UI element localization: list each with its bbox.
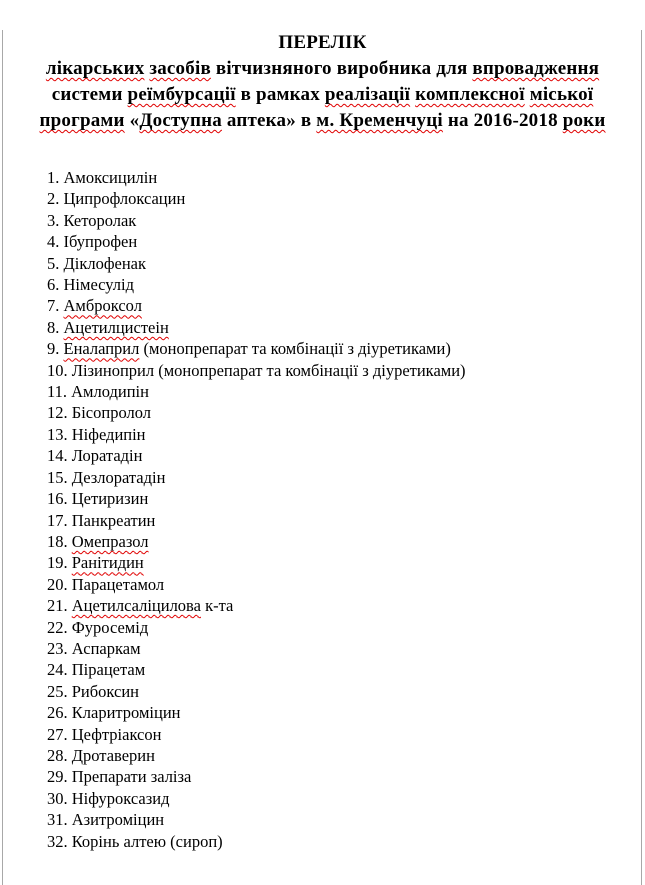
item-number: 17.: [47, 510, 72, 530]
item-number: 7.: [47, 296, 64, 316]
medication-name: Цефтріаксон: [71, 724, 162, 744]
list-item: [47, 402, 645, 423]
misspelled-word: Ацетилцистеін: [63, 317, 169, 337]
list-item: [47, 338, 645, 359]
medication-name: Корінь алтею (сироп): [71, 831, 223, 851]
item-number: 18.: [47, 531, 72, 551]
list-item: [47, 745, 645, 766]
item-number: 11.: [47, 382, 72, 402]
medication-name: Ципрофлоксацин: [63, 189, 186, 209]
item-number: 13.: [47, 424, 72, 444]
item-number: 32.: [47, 831, 72, 851]
title-text: «: [124, 110, 140, 131]
title-text: системи: [51, 84, 128, 105]
item-number: 27.: [47, 724, 72, 744]
list-item: [47, 659, 645, 680]
item-number: 12.: [47, 403, 72, 423]
medication-name: Пірацетам: [71, 660, 146, 680]
medication-name: Азитроміцин: [71, 810, 165, 830]
misspelled-word: Ацетилсаліцилова: [71, 596, 201, 616]
medication-name: Рибоксин: [71, 681, 139, 701]
medication-name: к-та: [200, 596, 234, 616]
list-item: [47, 360, 645, 381]
item-number: 14.: [47, 446, 72, 466]
title-text: в рамках: [235, 84, 325, 105]
list-item: [47, 809, 645, 830]
medication-name: Кеторолак: [63, 210, 137, 230]
title-text: на 2016-2018: [442, 110, 563, 131]
list-item: [47, 510, 645, 531]
list-item: [47, 638, 645, 659]
misspelled-word: міської: [529, 84, 594, 105]
list-item: [47, 681, 645, 702]
list-item: [47, 424, 645, 445]
page-edge-right: [641, 30, 642, 885]
medication-name: Амлодипін: [71, 382, 149, 402]
title-text: вітчизняного виробника для: [210, 58, 473, 79]
item-number: 20.: [47, 574, 72, 594]
document-page: [0, 30, 645, 885]
medication-name: Бісопролол: [71, 403, 151, 423]
list-item: [47, 467, 645, 488]
list-item: [47, 702, 645, 723]
item-number: 16.: [47, 489, 72, 509]
medication-name: Німесулід: [63, 275, 135, 295]
item-number: 9.: [47, 339, 64, 359]
list-item: [47, 574, 645, 595]
item-number: 31.: [47, 810, 72, 830]
misspelled-word: роки: [562, 110, 606, 131]
misspelled-word: лікарських: [45, 58, 145, 79]
title-line: [0, 56, 645, 82]
item-number: 4.: [47, 232, 64, 252]
item-number: 22.: [47, 617, 72, 637]
misspelled-word: програми: [39, 110, 125, 131]
page-edge-left: [2, 30, 3, 885]
item-number: 26.: [47, 703, 72, 723]
title-text: аптека» в: [221, 110, 317, 131]
item-number: 21.: [47, 596, 72, 616]
item-number: 5.: [47, 253, 64, 273]
medication-name: (монопрепарат та комбінації з діуретиками): [139, 339, 451, 359]
misspelled-word: Омепразол: [71, 531, 149, 551]
list-item: [47, 167, 645, 188]
list-item: [47, 488, 645, 509]
item-number: 2.: [47, 189, 64, 209]
title-text: ПЕРЕЛІК: [278, 32, 367, 53]
medication-name: Парацетамол: [71, 574, 165, 594]
list-item: [47, 766, 645, 787]
misspelled-word: Еналаприл: [63, 339, 140, 359]
list-item: [47, 210, 645, 231]
misspelled-word: Доступна: [139, 110, 222, 131]
list-item: [47, 381, 645, 402]
item-number: 30.: [47, 788, 72, 808]
item-number: 10.: [47, 360, 72, 380]
medication-name: Дротаверин: [71, 745, 155, 765]
list-item: [47, 188, 645, 209]
medication-name: Ніфуроксазид: [71, 788, 170, 808]
misspelled-word: Ранітидин: [71, 553, 144, 573]
medication-name: Фуросемід: [71, 617, 149, 637]
misspelled-word: реїмбурсації: [127, 84, 236, 105]
item-number: 1.: [47, 168, 64, 187]
list-item: [47, 552, 645, 573]
item-number: 23.: [47, 638, 72, 658]
item-number: 24.: [47, 660, 72, 680]
misspelled-word: м. Кременчуці: [316, 110, 443, 131]
medication-name: Діклофенак: [63, 253, 147, 273]
medication-name: Ібупрофен: [63, 232, 138, 252]
item-number: 28.: [47, 745, 72, 765]
title-line: [0, 82, 645, 108]
item-number: 29.: [47, 767, 72, 787]
medication-name: Лізиноприл (монопрепарат та комбінації з діуретиками): [71, 360, 466, 380]
medication-name: Аспаркам: [71, 638, 141, 658]
misspelled-word: Амброксол: [63, 296, 142, 316]
medication-name: Панкреатин: [71, 510, 156, 530]
medication-name: Кларитроміцин: [71, 703, 181, 723]
misspelled-word: комплексної: [415, 84, 525, 105]
list-item: [47, 274, 645, 295]
misspelled-word: засобів: [149, 58, 211, 79]
title-line: [0, 108, 645, 134]
item-number: 3.: [47, 210, 64, 230]
medication-list: [0, 167, 645, 852]
list-item: [47, 253, 645, 274]
list-item: [47, 317, 645, 338]
misspelled-word: впровадження: [472, 58, 600, 79]
title-line: [0, 30, 645, 56]
document-title: [0, 30, 645, 134]
list-item: [47, 617, 645, 638]
list-item: [47, 231, 645, 252]
medication-name: Препарати заліза: [71, 767, 192, 787]
list-item: [47, 531, 645, 552]
item-number: 25.: [47, 681, 72, 701]
item-number: 15.: [47, 467, 72, 487]
medication-name: Амоксицилін: [63, 168, 158, 187]
list-item: [47, 445, 645, 466]
medication-name: Дезлоратадін: [71, 467, 166, 487]
misspelled-word: реалізації: [324, 84, 411, 105]
item-number: 8.: [47, 317, 64, 337]
medication-name: Ніфедипін: [71, 424, 146, 444]
medication-name: Лоратадін: [71, 446, 143, 466]
item-number: 19.: [47, 553, 72, 573]
list-item: [47, 724, 645, 745]
list-item: [47, 831, 645, 852]
list-item: [47, 595, 645, 616]
medication-name: Цетиризин: [71, 489, 149, 509]
item-number: 6.: [47, 275, 64, 295]
list-item: [47, 295, 645, 316]
list-item: [47, 788, 645, 809]
